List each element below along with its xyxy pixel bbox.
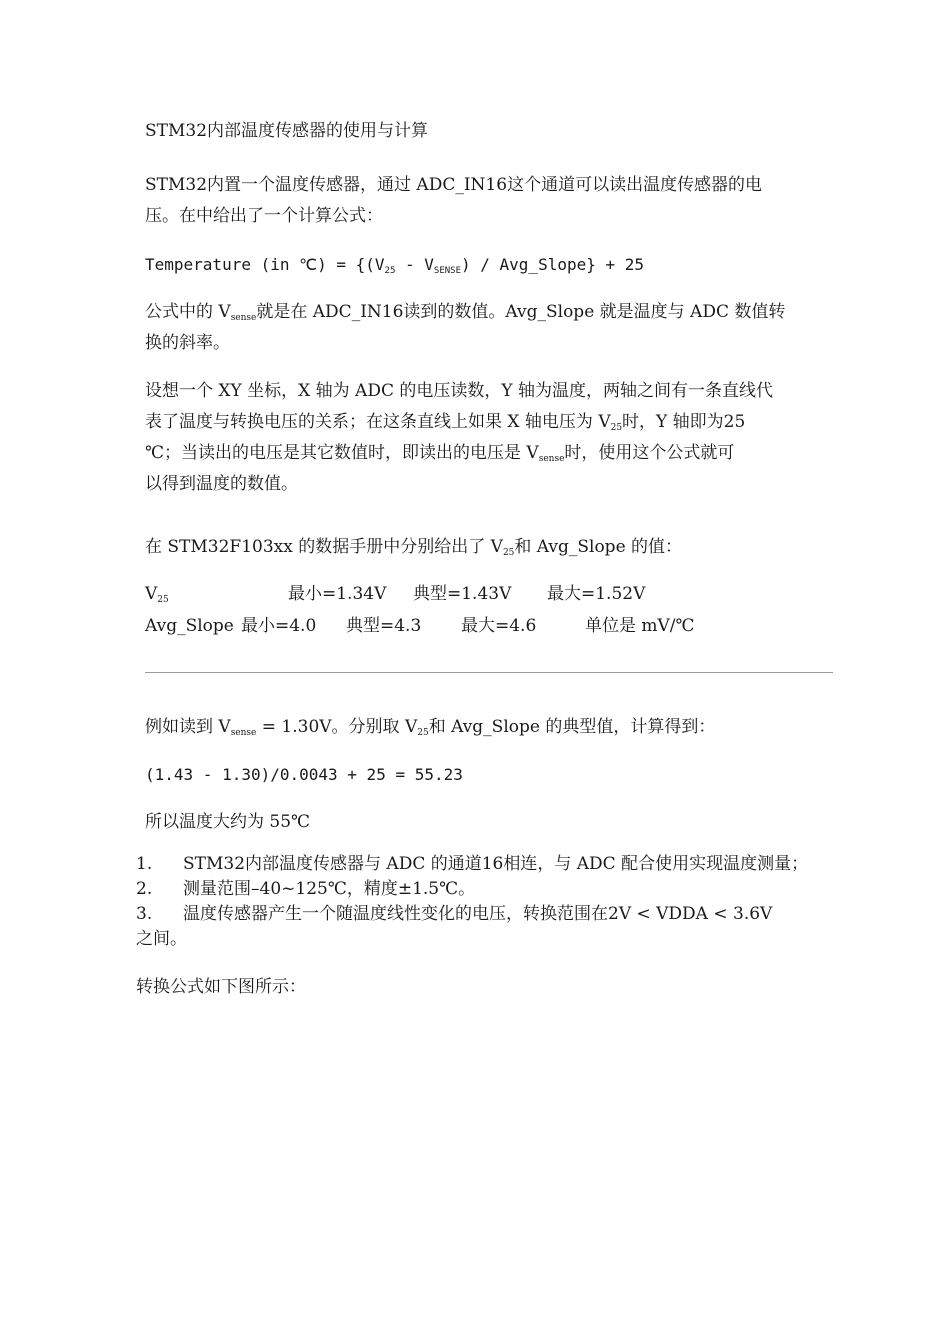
footer-caption: 转换公式如下图所示： (136, 977, 306, 997)
list-item-1-text: STM32内部温度传感器与 ADC 的通道16相连，与 ADC 配合使用实现温度测量； (183, 854, 809, 874)
formula (145, 255, 644, 275)
calculation: (1.43 - 1.30)/0.0043 + 25 = 55.23 (145, 765, 463, 784)
spec-v25-label: $V_{25}$ (145, 584, 169, 605)
example-line (145, 717, 715, 737)
example-mid: = 1.30V。分别取 V (256, 717, 418, 737)
intro-line-2: 压。在中给出了一个计算公式： (145, 206, 383, 226)
spec-row-v25 (0, 584, 950, 606)
spec-v25-typ: 典型=1.43V (413, 584, 512, 604)
spec-v25-max: 最大=1.52V (547, 584, 646, 604)
list-item-3 (136, 904, 773, 924)
datasheet-pre: 在 STM32F103xx 的数据手册中分别给出了 V (145, 537, 503, 557)
list-item-2-text: 测量范围–40~125℃，精度±1.5℃。 (183, 879, 476, 899)
list-item-3-number: 3. (136, 904, 153, 924)
list-item-2-number: 2. (136, 879, 153, 899)
list-item-3-text: 温度传感器产生一个随温度线性变化的电压，转换范围在2V < VDDA < 3.6V (183, 904, 773, 924)
explain2-line2-post: 时，Y 轴即为25 (622, 412, 746, 432)
example-sub2: 25 (417, 728, 429, 738)
explain2-line3-sub: sense (538, 454, 565, 464)
datasheet-line (145, 537, 682, 557)
datasheet-post: 和 Avg_Slope 的值： (514, 537, 683, 557)
explain1-sub: sense (230, 313, 257, 323)
spec-avg-typ: 典型=4.3 (346, 616, 422, 636)
list-item-1-number: 1. (136, 854, 153, 874)
example-post: 和 Avg_Slope 的典型值，计算得到： (428, 717, 716, 737)
spec-avg-min: 最小=4.0 (241, 616, 317, 636)
spec-avg-label: Avg_Slope (145, 616, 234, 636)
explain2-line-1: 设想一个 XY 坐标，X 轴为 ADC 的电压读数，Y 轴为温度，两轴之间有一条直线代 (145, 381, 773, 401)
example-sub: sense (230, 728, 257, 738)
result-line: 所以温度大约为 55℃ (145, 812, 311, 832)
list-item-3-continuation: 之间。 (136, 929, 187, 949)
example-pre: 例如读到 V (145, 717, 231, 737)
explain2-line2-sub: 25 (610, 423, 623, 433)
explain1-pre: 公式中的 V (145, 302, 231, 322)
explain2-line3-pre: ℃；当读出的电压是其它数值时，即读出的电压是 V (145, 443, 539, 463)
datasheet-sub: 25 (502, 548, 515, 558)
formula-mid: - V (395, 255, 434, 274)
horizontal-divider (145, 672, 833, 673)
explain1-line-1 (145, 302, 785, 322)
formula-sub-sense: SENSE (433, 266, 461, 276)
formula-rhs: ) / Avg_Slope} + 25 (461, 255, 645, 274)
spec-avg-unit: 单位是 mV/℃ (585, 616, 695, 636)
formula-lhs: Temperature (in ℃) = {(V (145, 255, 385, 274)
spec-v25-min: 最小=1.34V (288, 584, 387, 604)
explain1-post: 就是在 ADC_IN16读到的数值。Avg_Slope 就是温度与 ADC 数值转 (256, 302, 786, 322)
explain2-line3-post: 时，使用这个公式就可 (564, 443, 735, 463)
explain2-line-4: 以得到温度的数值。 (145, 474, 298, 494)
formula-sub-25: 25 (384, 266, 396, 276)
spec-row-avg-slope (0, 616, 950, 638)
explain2-line-2 (145, 412, 745, 432)
explain1-line-2: 换的斜率。 (145, 333, 230, 353)
explain2-line2-pre: 表了温度与转换电压的关系；在这条直线上如果 X 轴电压为 V (145, 412, 611, 432)
spec-avg-max: 最大=4.6 (461, 616, 537, 636)
page-title: STM32内部温度传感器的使用与计算 (145, 121, 429, 141)
list-item-1 (136, 854, 809, 874)
explain2-line-3 (145, 443, 734, 463)
list-item-2 (136, 879, 476, 899)
intro-line-1: STM32内置一个温度传感器，通过 ADC_IN16这个通道可以读出温度传感器的电 (145, 175, 763, 195)
